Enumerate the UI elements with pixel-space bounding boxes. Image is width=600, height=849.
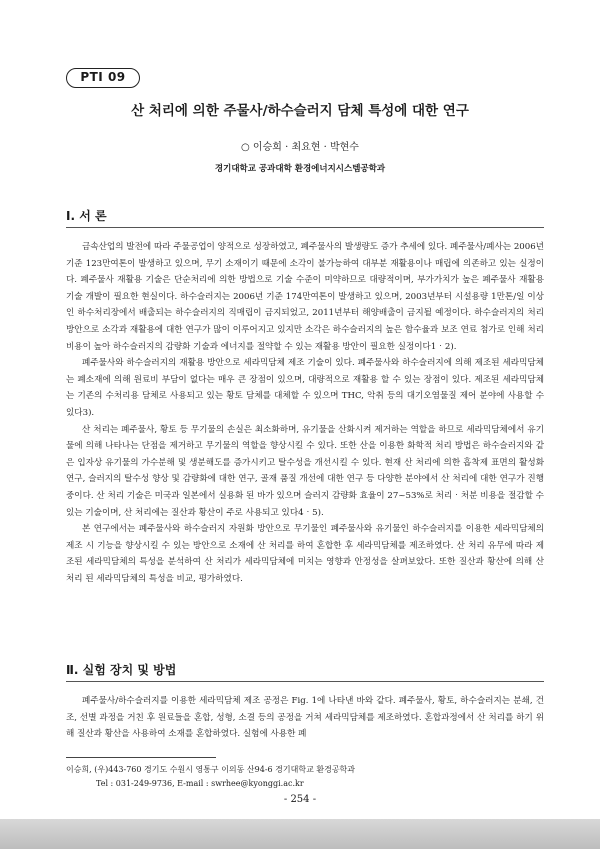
session-badge: PTI 09 [66,68,140,88]
page-number: - 254 - [283,794,317,805]
paragraph: 본 연구에서는 폐주물사와 하수슬러지 자원화 방안으로 무기물인 폐주물사와 유기물인 하수슬러지를 이용한 세라믹담체의 제조 시 기능을 향상시킬 수 있는 방안으로 소재에 산 처리를 하여 혼합한 후 세라믹담체를 제조하였다. 산 처리 유무에 따라 제조된 세라믹담체의 특성을 분석하여 산 처리가 세라믹담체에 미치는 영향과 안정성을 살펴보았다. 또한 질산과 황산에 의해 산 처리 된 세라믹담체의 특성을 비교, 평가하였다. [66,524,544,584]
methods-body [66,693,544,743]
section-heading-intro: Ⅰ. 서 론 [66,209,107,223]
footnote-rule [66,757,216,758]
footnote [66,763,546,791]
footnote-contact: Tel : 031-249-9736, E-mail : swrhee@kyonggi.ac.kr [96,779,304,788]
scan-bottom-bar [0,819,600,849]
paragraph: 금속산업의 발전에 따라 주물공업이 양적으로 성장하였고, 폐주물사의 발생량도 증가 추세에 있다. 폐주물사/폐사는 2006년 기준 123만여톤이 발생하고 있으며, 무기 소재이기 때문에 소각이 불가능하여 대부분 재활용이나 매립에 의존하고 있는 실정이다. 폐주물사 재활용 기술은 단순처리에 의한 방법으로 기술 수준이 미약하므로 대량적이며, 부가가치가 높은 폐주물사 재활용 기술 개발이 필요한 현실이다. 하수슬러지는 2006년 기준 174만여톤이 발생하고 있으며, 2003년부터 시설용량 1만톤/일 이상인 하수처리장에서 배출되는 하수슬러지의 직매립이 금지되었고, 2011년부터 해양배출이 금지될 예정이다. 하수슬러지의 처리 방안으로 소각과 재활용에 대한 연구가 많이 이루어지고 있지만 소각은 하수슬러지의 높은 함수율과 보조 연료 첨가로 인해 처리비용이 높아 하수슬러지의 감량화 기술과 에너지를 절약할 수 있는 재활용 방안이 필요한 실정이다1‧2). [66,242,544,352]
paper-title: 산 처리에 의한 주물사/하수슬러지 담체 특성에 대한 연구 [131,103,469,119]
intro-body [66,239,544,587]
affiliation: 경기대학교 공과대학 환경에너지시스템공학과 [214,164,386,174]
section-divider [66,681,544,682]
footnote-address: 이승희, (우)443-760 경기도 수원시 영통구 이의동 산94-6 경기대학교 환경공학과 [66,765,355,774]
authors: ○ 이승희 · 최요현 · 박현수 [241,142,359,153]
section-heading-methods: Ⅱ. 실험 장치 및 방법 [66,663,177,677]
paragraph: 폐주물사/하수슬러지를 이용한 세라믹담체 제조 공정은 Fig. 1에 나타낸 바와 같다. 폐주물사, 황토, 하수슬러지는 분쇄, 건조, 선별 과정을 거친 후 원료들을 혼합, 성형, 소결 등의 공정을 거쳐 세라믹담체를 제조하였다. 혼합과정에서 산 처리를 하기 위해 질산과 황산을 사용하여 소재를 혼합하였다. 실험에 사용한 폐 [66,696,544,740]
section-divider [66,227,544,228]
paragraph: 산 처리는 폐주물사, 황토 등 무기물의 손실은 최소화하며, 유기물을 산화시켜 제거하는 역할을 하므로 세라믹담체에서 유기물에 의해 나타나는 단점을 제거하고 무기물의 역할을 향상시킬 수 있다. 또한 산을 이용한 화학적 처리 방법은 하수슬러지와 같은 입자상 유기물의 가수분해 및 생분해도를 증가시키고 탈수성을 개선시킬 수 있다. 현재 산 처리에 의한 흡착제 표면의 활성화 연구, 슬러지의 탈수성 향상 및 감량화에 대한 연구, 골재 품질 개선에 대한 연구 등 다양한 분야에서 산 처리에 대한 연구가 진행 중이다. 산 처리 기술은 미국과 일본에서 실용화 된 바가 있으며 슬러지 감량화 효율이 27~53%로 처리‧처분 비용을 절감할 수 있는 기술이며, 산 처리에는 질산과 황산이 주로 사용되고 있다4‧5). [66,424,544,518]
paragraph: 폐주물사와 하수슬러지의 재활용 방안으로 세라믹담체 제조 기술이 있다. 폐주물사와 하수슬러지에 의해 제조된 세라믹담체는 폐소재에 의해 원료비 부담이 없다는 매우 큰 장점이 있으며, 대량적으로 재활용 할 수 있는 장점이 있다. 제조된 세라믹담체는 기존의 수처리용 담체로 사용되고 있는 황토 담체를 대체할 수 있으며 THC, 악취 등의 대기오염물질 제어 분야에 사용할 수 있다3). [66,358,544,418]
